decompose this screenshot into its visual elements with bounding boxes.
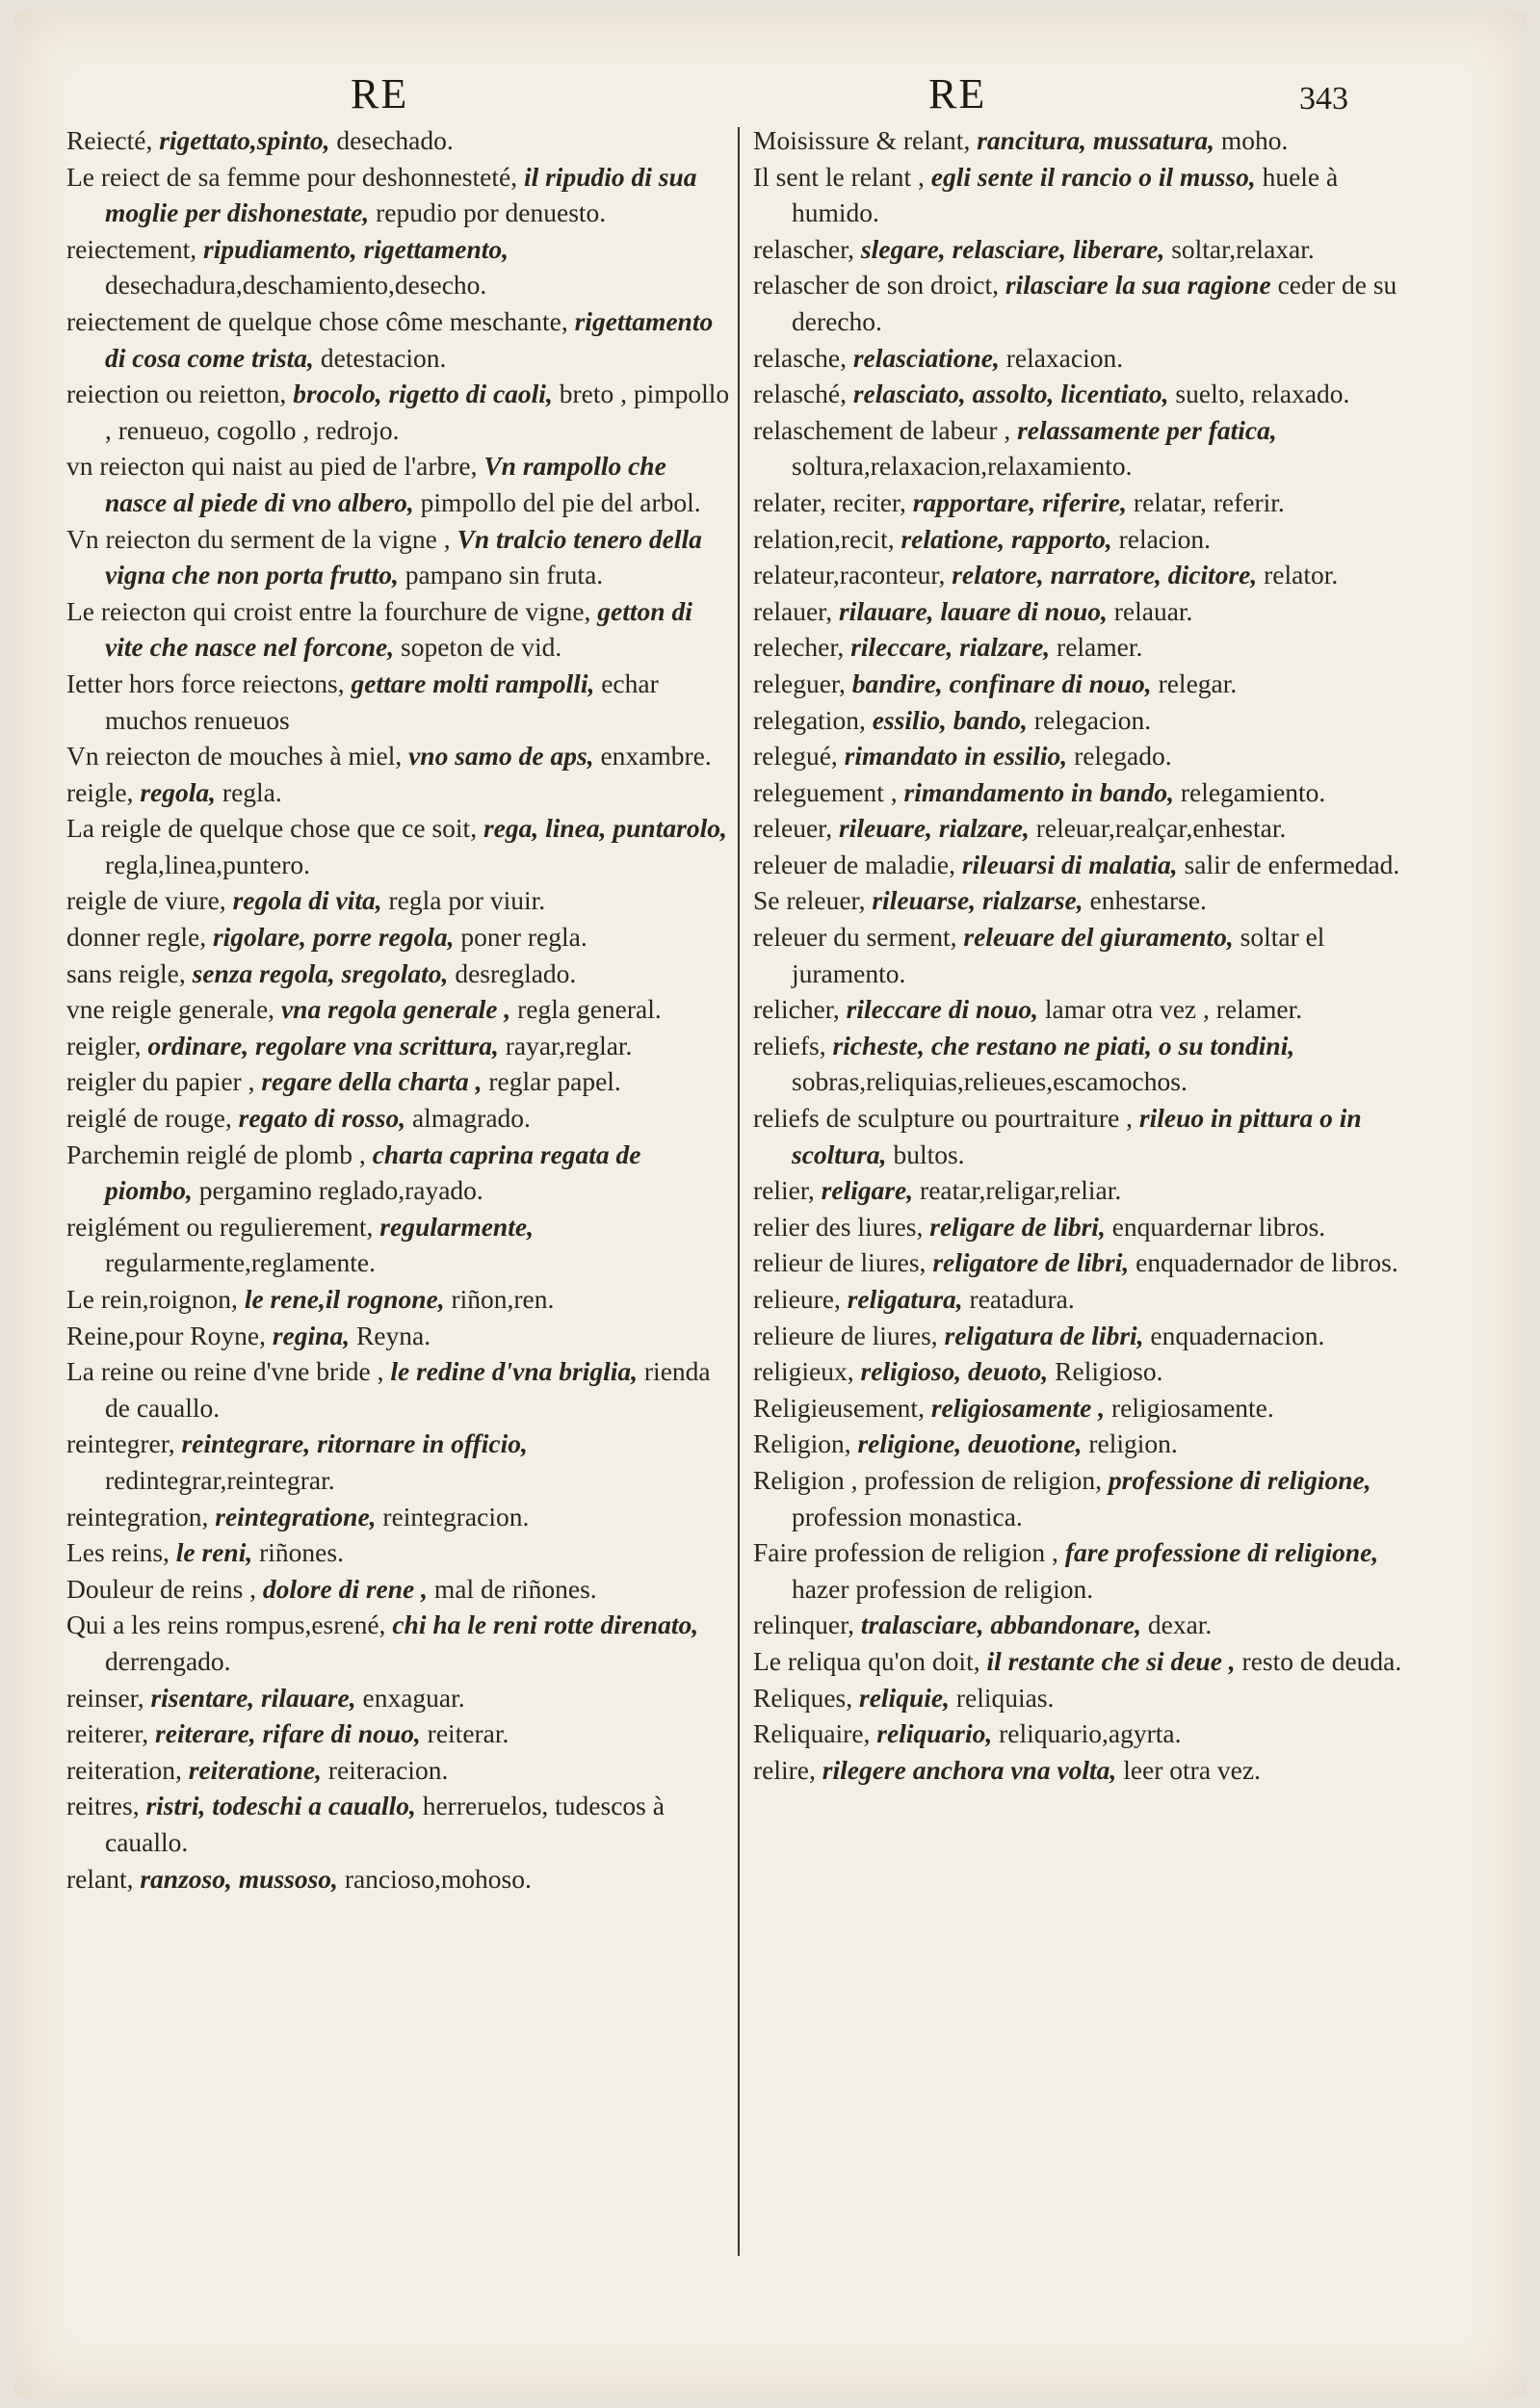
entry-french: Reliques, [753, 1682, 853, 1713]
dictionary-entry [753, 1172, 1418, 1209]
entry-french: reiglé de rouge, [66, 1103, 232, 1134]
entry-italian: ranzoso, mussoso, [140, 1863, 338, 1894]
entry-italian: relatore, narratore, dicitore, [952, 560, 1258, 590]
entry-italian: le redine d'vna briglia, [390, 1356, 639, 1387]
entry-french: Il sent le relant , [753, 161, 925, 192]
entry-spanish: enxaguar. [362, 1682, 465, 1713]
entry-french: Se releuer, [753, 885, 866, 916]
entry-spanish: lamar otra vez , relamer. [1044, 994, 1303, 1025]
dictionary-entry [753, 991, 1418, 1028]
entry-spanish: enquadernacion. [1150, 1320, 1325, 1350]
entry-french: reintegrer, [66, 1428, 175, 1459]
entry-french: La reine ou reine d'vne bride , [66, 1356, 384, 1387]
dictionary-entry [66, 919, 731, 955]
dictionary-entry [66, 122, 731, 159]
entry-spanish: relegamiento. [1180, 776, 1326, 807]
entry-spanish: regla general. [517, 994, 662, 1025]
entry-spanish: detestacion. [320, 342, 447, 373]
entry-italian: ristri, todeschi a cauallo, [145, 1791, 416, 1821]
dictionary-entry [66, 448, 731, 520]
entry-french: Faire profession de religion , [753, 1537, 1058, 1568]
dictionary-entry [66, 1209, 731, 1281]
entry-spanish: riñon,ren. [451, 1284, 555, 1314]
entry-spanish: huele à humido. [792, 161, 1339, 228]
entry-spanish: poner regla. [460, 922, 587, 953]
entry-spanish: reiteracion. [327, 1754, 449, 1785]
dictionary-entry [66, 1028, 731, 1064]
entry-spanish: reintegracion. [382, 1501, 530, 1531]
dictionary-entry [753, 1752, 1418, 1789]
entry-italian: rega, linea, puntarolo, [483, 813, 727, 844]
entry-french: reliefs, [753, 1030, 826, 1060]
entry-french: religieux, [753, 1356, 854, 1387]
entry-spanish: breto , pimpollo , renueuo, cogollo , redrojo. [105, 379, 730, 445]
entry-italian: fare professione di religione, [1064, 1537, 1379, 1568]
dictionary-entry [753, 1100, 1418, 1172]
entry-italian: reintegrare, ritornare in officio, [181, 1428, 528, 1459]
entry-french: releguer, [753, 667, 846, 698]
entry-spanish: relatar, referir. [1133, 486, 1285, 517]
dictionary-entry [753, 1353, 1418, 1390]
dictionary-entry [66, 303, 731, 376]
entry-italian: tralasciare, abbandonare, [860, 1610, 1141, 1640]
dictionary-entry [753, 1426, 1418, 1462]
dictionary-entry [66, 1100, 731, 1137]
dictionary-entry [66, 955, 731, 992]
entry-french: relecher, [753, 632, 845, 663]
entry-spanish: relegacion. [1033, 704, 1152, 735]
dictionary-entry [753, 1643, 1418, 1680]
entry-italian: reliquario, [876, 1718, 993, 1749]
entry-french: relieure, [753, 1284, 841, 1314]
entry-french: Douleur de reins , [66, 1573, 257, 1604]
entry-spanish: rienda de cauallo. [105, 1356, 711, 1423]
entry-italian: rileuarsi di malatia, [961, 849, 1178, 879]
entry-french: reiectement, [66, 233, 197, 264]
entry-italian: rigettamento di cosa come trista, [105, 305, 714, 373]
dictionary-entry [753, 666, 1418, 702]
entry-french: relegation, [753, 704, 866, 735]
entry-italian: rancitura, mussatura, [977, 125, 1215, 155]
entry-spanish: regularmente,reglamente. [105, 1247, 376, 1278]
entry-italian: rapportare, riferire, [912, 486, 1128, 517]
dictionary-entry [753, 1281, 1418, 1318]
entry-french: relier, [753, 1175, 815, 1206]
entry-spanish: reatadura. [969, 1284, 1075, 1314]
dictionary-entry [66, 1607, 731, 1679]
dictionary-entry [66, 1861, 731, 1898]
entry-french: La reigle de quelque chose que ce soit, [66, 813, 478, 844]
entry-italian: rimandato in essilio, [844, 741, 1068, 772]
entry-spanish: regla. [222, 776, 282, 807]
entry-italian: regare della charta , [261, 1066, 483, 1097]
dictionary-entry [66, 1715, 731, 1752]
entry-french: vn reiecton qui naist au pied de l'arbre, [66, 451, 478, 482]
entry-italian: brocolo, rigetto di caoli, [293, 379, 553, 409]
entry-italian: religione, deuotione, [857, 1428, 1083, 1459]
dictionary-entry [66, 991, 731, 1028]
entry-spanish: repudio por denuesto. [376, 197, 607, 228]
entry-spanish: regla por viuir. [388, 885, 546, 916]
entry-italian: relassamente per fatica, [1017, 414, 1277, 445]
entry-french: relant, [66, 1863, 134, 1894]
entry-italian: rileuo in pittura o in scoltura, [792, 1103, 1362, 1169]
dictionary-entry [753, 1680, 1418, 1716]
entry-spanish: religiosamente. [1110, 1392, 1274, 1423]
dictionary-entry [753, 1390, 1418, 1426]
dictionary-entry [66, 738, 731, 774]
entry-french: reiglément ou regulierement, [66, 1211, 374, 1242]
dictionary-entry [66, 159, 731, 231]
column-divider [738, 127, 740, 2256]
entry-italian: Vn tralcio tenero della vigna che non porta frutto, [105, 523, 702, 590]
dictionary-entry [753, 122, 1418, 159]
entry-spanish: reiterar. [427, 1718, 509, 1749]
dictionary-entry [66, 1353, 731, 1426]
dictionary-entry [66, 1534, 731, 1571]
dictionary-entry [753, 629, 1418, 666]
entry-french: reiteration, [66, 1754, 182, 1785]
dictionary-entry [753, 810, 1418, 847]
entry-french: reiection ou reietton, [66, 379, 287, 409]
dictionary-entry [66, 1752, 731, 1789]
dictionary-entry [753, 1715, 1418, 1752]
entry-spanish: relator. [1264, 560, 1339, 590]
entry-french: relieur de liures, [753, 1247, 927, 1278]
entry-spanish: rancioso,mohoso. [344, 1863, 532, 1894]
entry-italian: religare de libri, [929, 1211, 1106, 1242]
entry-spanish: reglar papel. [488, 1066, 621, 1097]
running-header-right: RE [928, 70, 987, 118]
entry-spanish: pimpollo del pie del arbol. [420, 486, 701, 517]
entry-italian: rilegere anchora vna volta, [822, 1754, 1117, 1785]
entry-french: Les reins, [66, 1537, 170, 1568]
entry-spanish: rayar,reglar. [505, 1030, 633, 1060]
dictionary-entry [66, 1680, 731, 1716]
dictionary-entry [753, 231, 1418, 268]
entry-spanish: desechado. [336, 125, 454, 155]
entry-french: Le reliqua qu'on doit, [753, 1645, 980, 1676]
entry-french: reitres, [66, 1791, 140, 1821]
dictionary-entry [753, 1318, 1418, 1354]
entry-italian: relasciato, assolto, licentiato, [852, 379, 1169, 409]
entry-spanish: desreglado. [455, 957, 577, 988]
entry-french: reliefs de sculpture ou pourtraiture , [753, 1103, 1134, 1134]
entry-italian: bandire, confinare di nouo, [851, 667, 1152, 698]
dictionary-entry [753, 1462, 1418, 1534]
dictionary-entry [66, 1426, 731, 1498]
entry-spanish: derrengado. [105, 1645, 231, 1676]
entry-spanish: reliquario,agyrta. [999, 1718, 1182, 1749]
entry-spanish: suelto, relaxado. [1175, 379, 1350, 409]
entry-italian: religiosamente , [930, 1392, 1106, 1423]
entry-italian: regola di vita, [232, 885, 382, 916]
dictionary-entry [753, 376, 1418, 412]
entry-italian: il ripudio di sua moglie per dishonestate, [105, 161, 697, 228]
entry-spanish: relacion. [1118, 523, 1212, 554]
entry-italian: rileuare, rialzare, [838, 813, 1030, 844]
running-header-left: RE [351, 70, 409, 118]
entry-french: donner regle, [66, 922, 207, 953]
entry-french: reigle, [66, 776, 134, 807]
entry-italian: richeste, che restano ne piati, o su tondini, [832, 1030, 1295, 1060]
entry-french: relegué, [753, 741, 838, 772]
entry-italian: il restante che si deue , [986, 1645, 1236, 1676]
entry-french: relicher, [753, 994, 840, 1025]
entry-french: Le reiecton qui croist entre la fourchure de vigne, [66, 595, 591, 626]
entry-french: relier des liures, [753, 1211, 924, 1242]
entry-french: reiectement de quelque chose côme meschante, [66, 305, 568, 336]
entry-italian: rileccare, rialzare, [850, 632, 1051, 663]
dictionary-entry [66, 774, 731, 811]
entry-italian: religare, [821, 1175, 914, 1206]
entry-french: Religion , profession de religion, [753, 1464, 1103, 1495]
entry-spanish: reatar,religar,reliar. [920, 1175, 1122, 1206]
entry-french: relasché, [753, 379, 847, 409]
left-column [66, 122, 731, 2358]
entry-french: releguement , [753, 776, 898, 807]
entry-french: Vn reiecton de mouches à miel, [66, 741, 403, 772]
entry-spanish: Reyna. [355, 1320, 431, 1350]
page-number: 343 [1299, 81, 1348, 117]
entry-italian: vna regola generale , [280, 994, 511, 1025]
entry-french: releuer de maladie, [753, 849, 955, 879]
entry-spanish: soltar,relaxar. [1171, 233, 1315, 264]
entry-spanish: Religioso. [1055, 1356, 1163, 1387]
dictionary-entry [753, 557, 1418, 593]
entry-italian: Vn rampollo che nasce al piede di vno albero, [105, 451, 666, 517]
entry-italian: essilio, bando, [872, 704, 1028, 735]
entry-spanish: profession monastica. [792, 1501, 1023, 1531]
dictionary-entry [66, 1499, 731, 1535]
entry-italian: gettare molti rampolli, [351, 667, 595, 698]
dictionary-entry [66, 810, 731, 882]
entry-spanish: mal de riñones. [433, 1573, 597, 1604]
entry-italian: charta caprina regata de piombo, [105, 1139, 641, 1206]
entry-spanish: salir de enfermedad. [1184, 849, 1400, 879]
entry-italian: regularmente, [379, 1211, 534, 1242]
dictionary-entry [753, 738, 1418, 774]
entry-spanish: relamer. [1057, 632, 1143, 663]
dictionary-page [13, 12, 1527, 2396]
entry-french: relater, reciter, [753, 486, 906, 517]
entry-french: releuer du serment, [753, 922, 957, 953]
entry-french: relaschement de labeur , [753, 414, 1011, 445]
entry-italian: rilauare, lauare di nouo, [838, 595, 1108, 626]
entry-french: reintegration, [66, 1501, 209, 1531]
entry-spanish: redintegrar,reintegrar. [105, 1464, 335, 1495]
entry-spanish: reliquias. [955, 1682, 1055, 1713]
entry-french: relateur,raconteur, [753, 560, 946, 590]
entry-italian: le rene,il rognone, [244, 1284, 445, 1314]
entry-french: relauer, [753, 595, 833, 626]
dictionary-entry [753, 484, 1418, 521]
entry-italian: relasciatione, [852, 342, 1000, 373]
entry-italian: dolore di rene , [262, 1573, 429, 1604]
entry-french: Reine,pour Royne, [66, 1320, 266, 1350]
dictionary-entry [66, 666, 731, 738]
dictionary-entry [753, 702, 1418, 739]
entry-italian: vno samo de aps, [408, 741, 594, 772]
entry-french: reigler, [66, 1030, 142, 1060]
dictionary-entry [753, 774, 1418, 811]
entry-italian: ripudiamento, rigettamento, [203, 233, 509, 264]
entry-italian: slegare, relasciare, liberare, [860, 233, 1165, 264]
entry-spanish: herreruelos, tudescos à cauallo. [105, 1791, 665, 1857]
entry-italian: religioso, deuoto, [860, 1356, 1049, 1387]
entry-italian: reliquie, [859, 1682, 950, 1713]
entry-italian: regato di rosso, [238, 1103, 406, 1134]
entry-italian: regina, [272, 1320, 351, 1350]
entry-spanish: relegado. [1074, 741, 1172, 772]
dictionary-entry [66, 882, 731, 919]
dictionary-entry [753, 882, 1418, 919]
entry-italian: religatore de libri, [932, 1247, 1130, 1278]
entry-italian: releuare del giuramento, [963, 922, 1234, 953]
entry-italian: rileccare di nouo, [846, 994, 1038, 1025]
dictionary-entry [66, 231, 731, 303]
entry-spanish: enquardernar libros. [1111, 1211, 1326, 1242]
entry-italian: rilasciare la sua ragione [1005, 270, 1271, 301]
entry-spanish: ceder de su derecho. [792, 270, 1397, 336]
dictionary-entry [753, 919, 1418, 991]
entry-spanish: sopeton de vid. [401, 632, 562, 663]
dictionary-entry [753, 593, 1418, 630]
entry-french: relieure de liures, [753, 1320, 938, 1350]
dictionary-entry [66, 376, 731, 448]
entry-italian: reiterare, rifare di nouo, [155, 1718, 421, 1749]
dictionary-entry [753, 1607, 1418, 1643]
entry-french: relasche, [753, 342, 847, 373]
entry-french: Parchemin reiglé de plomb , [66, 1139, 366, 1169]
entry-spanish: desechadura,deschamiento,desecho. [105, 270, 487, 301]
entry-spanish: relegar. [1158, 667, 1238, 698]
entry-french: reinser, [66, 1682, 144, 1713]
entry-spanish: pampano sin fruta. [405, 560, 604, 590]
entry-spanish: sobras,reliquias,relieues,escamochos. [792, 1066, 1188, 1097]
dictionary-entry [66, 1318, 731, 1354]
entry-french: Le rein,roignon, [66, 1284, 238, 1314]
dictionary-entry [753, 847, 1418, 883]
entry-french: Ietter hors force reiectons, [66, 667, 345, 698]
entry-spanish: soltar el juramento. [792, 922, 1325, 988]
entry-italian: rileuarse, rialzarse, [872, 885, 1083, 916]
right-column [753, 122, 1418, 2358]
entry-french: Reliquaire, [753, 1718, 871, 1749]
dictionary-entry [753, 267, 1418, 339]
entry-italian: rigettato,spinto, [159, 125, 330, 155]
entry-french: relation,recit, [753, 523, 895, 554]
entry-french: Le reiect de sa femme pour deshonnesteté, [66, 161, 518, 192]
entry-italian: senza regola, sregolato, [192, 957, 449, 988]
entry-spanish: releuar,realçar,enhestar. [1035, 813, 1287, 844]
entry-spanish: bultos. [893, 1139, 965, 1169]
entry-spanish: enquadernador de libros. [1135, 1247, 1398, 1278]
entry-french: Religion, [753, 1428, 851, 1459]
entry-spanish: soltura,relaxacion,relaxamiento. [792, 451, 1133, 482]
dictionary-entry [753, 1028, 1418, 1100]
entry-italian: egli sente il rancio o il musso, [930, 161, 1256, 192]
entry-italian: getton di vite che nasce nel forcone, [105, 595, 692, 663]
entry-french: reigler du papier , [66, 1066, 255, 1097]
entry-french: sans reigle, [66, 957, 186, 988]
entry-spanish: enhestarse. [1089, 885, 1207, 916]
entry-italian: religatura, [847, 1284, 963, 1314]
entry-spanish: relaxacion. [1005, 342, 1124, 373]
dictionary-entry [753, 340, 1418, 377]
dictionary-entry [753, 521, 1418, 558]
dictionary-entry [66, 521, 731, 593]
entry-french: relascher, [753, 233, 855, 264]
entry-spanish: religion. [1088, 1428, 1178, 1459]
dictionary-entry [66, 1137, 731, 1209]
entry-italian: risentare, rilauare, [150, 1682, 356, 1713]
dictionary-entry [753, 412, 1418, 484]
dictionary-entry [753, 1244, 1418, 1281]
entry-italian: chi ha le reni rotte direnato, [392, 1610, 699, 1640]
entry-italian: regola, [140, 776, 217, 807]
entry-french: reiterer, [66, 1718, 149, 1749]
entry-italian: le reni, [175, 1537, 253, 1568]
entry-italian: relatione, rapporto, [901, 523, 1112, 554]
entry-spanish: moho. [1220, 125, 1289, 155]
entry-italian: rimandamento in bando, [903, 776, 1174, 807]
dictionary-entry [66, 593, 731, 666]
dictionary-entry [66, 1571, 731, 1608]
entry-spanish: dexar. [1147, 1610, 1213, 1640]
entry-spanish: pergamino reglado,rayado. [198, 1175, 483, 1206]
dictionary-entry [753, 1534, 1418, 1607]
entry-spanish: hazer profession de religion. [792, 1573, 1094, 1604]
entry-french: vne reigle generale, [66, 994, 275, 1025]
entry-french: relinquer, [753, 1610, 855, 1640]
entry-french: reigle de viure, [66, 885, 226, 916]
dictionary-entry [66, 1788, 731, 1860]
entry-italian: reintegratione, [215, 1501, 377, 1531]
entry-spanish: relauar. [1113, 595, 1193, 626]
entry-spanish: almagrado. [411, 1103, 531, 1134]
dictionary-entry [753, 159, 1418, 231]
dictionary-entry [66, 1063, 731, 1100]
entry-italian: reiteratione, [188, 1754, 323, 1785]
entry-french: releuer, [753, 813, 833, 844]
dictionary-entry [66, 1281, 731, 1318]
entry-french: Religieusement, [753, 1392, 925, 1423]
dictionary-entry [753, 1209, 1418, 1245]
entry-french: Moisissure & relant, [753, 125, 971, 155]
entry-french: relascher de son droict, [753, 270, 1000, 301]
entry-spanish: enxambre. [600, 741, 712, 772]
entry-spanish: riñones. [259, 1537, 344, 1568]
entry-spanish: leer otra vez. [1123, 1754, 1261, 1785]
entry-spanish: regla,linea,puntero. [105, 849, 311, 879]
entry-french: Qui a les reins rompus,esrené, [66, 1610, 386, 1640]
entry-french: relire, [753, 1754, 816, 1785]
entry-french: Vn reiecton du serment de la vigne , [66, 523, 451, 554]
entry-italian: rigolare, porre regola, [212, 922, 455, 953]
entry-spanish: echar muchos renueuos [105, 667, 659, 735]
entry-italian: ordinare, regolare vna scrittura, [147, 1030, 499, 1060]
entry-italian: religatura de libri, [944, 1320, 1144, 1350]
entry-italian: professione di religione, [1108, 1464, 1371, 1495]
entry-spanish: resto de deuda. [1241, 1645, 1402, 1676]
entry-french: Reiecté, [66, 125, 153, 155]
